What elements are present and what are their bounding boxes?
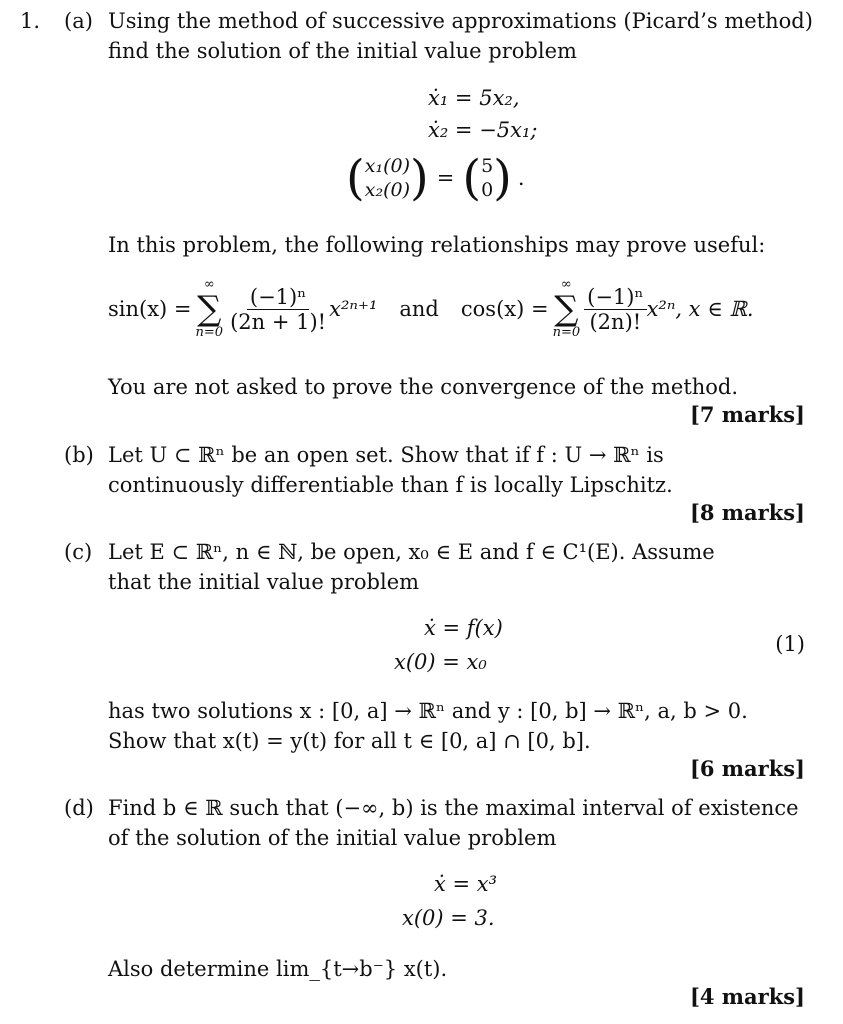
- part-a-equation-1: ẋ₁ = 5x₂,: [428, 86, 520, 110]
- part-a-initial-condition: [346, 150, 525, 206]
- left-paren-2: (: [462, 150, 482, 206]
- init-right-2: 0: [481, 179, 494, 201]
- part-d-marks: [4 marks]: [689, 984, 805, 1009]
- part-b-line1: Let U ⊂ ℝⁿ be an open set. Show that if f : U → ℝⁿ is: [108, 443, 664, 467]
- part-c-marks: [6 marks]: [689, 756, 805, 781]
- sum-bottom: n=0: [195, 325, 224, 340]
- right-paren-2: ): [493, 150, 512, 206]
- equals-sign: =: [436, 166, 455, 190]
- sin-power: x²ⁿ⁺¹: [329, 297, 378, 321]
- cos-denominator: (2n)!: [589, 309, 642, 334]
- right-paren: ): [409, 150, 429, 206]
- part-d-equation-1: ẋ = x³: [434, 872, 498, 896]
- sin-denominator: (2n + 1)!: [230, 309, 327, 334]
- part-b-marks: [8 marks]: [689, 500, 805, 525]
- sum-bottom-2: n=0: [552, 325, 581, 340]
- part-c-line1: Let E ⊂ ℝⁿ, n ∈ ℕ, be open, x₀ ∈ E and f ∈ C¹(E). Assume: [108, 540, 715, 564]
- part-c-line3: has two solutions x : [0, a] → ℝⁿ and y : [0, b] → ℝⁿ, a, b > 0.: [108, 699, 748, 723]
- part-a-line1: Using the method of successive approximations (Picard’s method): [108, 9, 813, 33]
- part-a-note: You are not asked to prove the convergence of the method.: [108, 375, 739, 399]
- part-a-line2: find the solution of the initial value problem: [108, 39, 577, 63]
- init-vector-left: [365, 154, 410, 202]
- series-relationships: [108, 278, 754, 340]
- part-c-equation-2: x(0) = x₀: [394, 650, 487, 674]
- sum-top-2: ∞: [560, 277, 572, 292]
- left-paren: (: [346, 150, 365, 206]
- part-a-equation-2: ẋ₂ = −5x₁;: [428, 118, 538, 142]
- part-d-equation-2: x(0) = 3.: [402, 906, 495, 930]
- init-left-2: x₂(0): [364, 179, 410, 201]
- init-vector-right: [481, 154, 493, 202]
- cos-numerator: (−1)ⁿ: [584, 285, 646, 310]
- sin-fraction: [227, 285, 329, 334]
- part-d-line3: Also determine lim_{t→b⁻} x(t).: [108, 957, 448, 981]
- part-c-line4: Show that x(t) = y(t) for all t ∈ [0, a] ∩ [0, b].: [108, 729, 591, 753]
- sin-numerator: (−1)ⁿ: [247, 285, 309, 310]
- cos-lhs: cos(x) =: [460, 297, 549, 321]
- period: .: [517, 166, 525, 190]
- sum-sigma-sin: [196, 278, 224, 340]
- part-a-hint: In this problem, the following relationships may prove useful:: [108, 233, 766, 257]
- init-right-1: 5: [481, 155, 494, 177]
- cos-power: x²ⁿ, x ∈ ℝ.: [646, 297, 754, 321]
- cos-fraction: [584, 285, 646, 334]
- part-c-label: (c): [64, 540, 93, 564]
- sin-lhs: sin(x) =: [108, 297, 192, 321]
- sum-top: ∞: [203, 277, 215, 292]
- part-c-equation-number: (1): [775, 632, 805, 656]
- part-d-label: (d): [64, 796, 94, 820]
- init-left-1: x₁(0): [364, 155, 410, 177]
- part-a-marks: [7 marks]: [689, 402, 805, 427]
- sigma-symbol: ∑: [197, 289, 222, 329]
- part-c-equation-1: ẋ = f(x): [424, 616, 503, 640]
- part-d-line2: of the solution of the initial value problem: [108, 826, 557, 850]
- question-number: 1.: [20, 9, 41, 33]
- part-c-line2: that the initial value problem: [108, 570, 420, 594]
- sum-sigma-cos: [553, 278, 581, 340]
- and-word: and: [399, 297, 439, 321]
- part-d-line1: Find b ∈ ℝ such that (−∞, b) is the maximal interval of existence: [108, 796, 799, 820]
- sigma-symbol-2: ∑: [554, 289, 579, 329]
- part-b-label: (b): [64, 443, 94, 467]
- part-b-line2: continuously differentiable than f is locally Lipschitz.: [108, 473, 673, 497]
- part-a-label: (a): [64, 9, 93, 33]
